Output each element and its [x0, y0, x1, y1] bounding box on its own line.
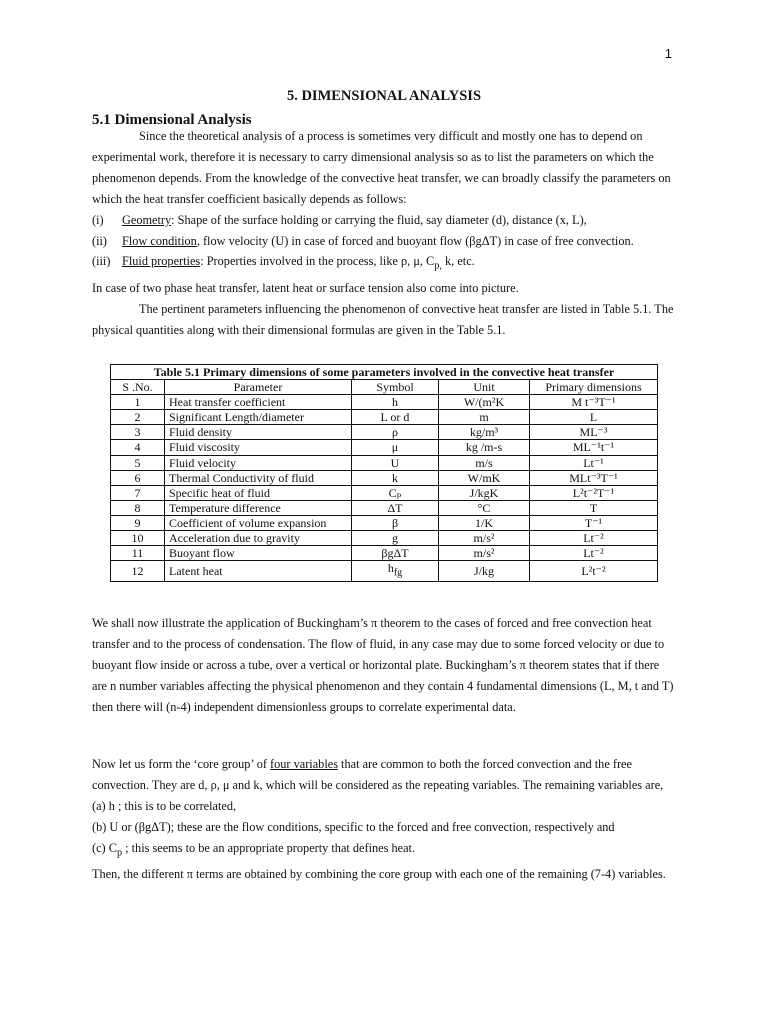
table-cell-dim: T — [530, 500, 658, 515]
list-item-a: (a) h ; this is to be correlated, — [92, 798, 237, 813]
header-cell: Primary dimensions — [530, 380, 658, 395]
table-cell-unit: m/s² — [439, 531, 530, 546]
table-cell-dim: L — [530, 410, 658, 425]
table-row — [111, 455, 658, 470]
table-row — [111, 515, 658, 530]
table-cell-unit: W/mK — [439, 470, 530, 485]
subscript: p — [116, 847, 123, 859]
table-cell-sym: U — [352, 455, 439, 470]
core-rest-text: that are common to both the forced convection and the free convection. They are d, ρ, μ and k, which will be considered as the repeating variables. The remaining variables are, — [92, 757, 664, 792]
parameters-table-wrapper — [110, 364, 658, 582]
table-cell-no: 12 — [111, 561, 165, 581]
table-cell-param: Thermal Conductivity of fluid — [165, 470, 352, 485]
list-text: : Shape of the surface holding or carrying the fluid, say diameter (d), distance (x, L), — [171, 212, 587, 227]
table-cell-sym: μ — [352, 440, 439, 455]
list-text: k, etc. — [441, 254, 475, 269]
list-number: (ii) — [92, 233, 108, 248]
table-cell-dim: MLt⁻³T⁻¹ — [530, 470, 658, 485]
intro-section — [92, 126, 677, 341]
table-cell-param: Fluid viscosity — [165, 440, 352, 455]
table-cell-dim: Lt⁻¹ — [530, 455, 658, 470]
table-cell-param: Coefficient of volume expansion — [165, 515, 352, 530]
table-cell-sym: $h_{fg}$ — [352, 561, 439, 581]
list-item-b: (b) U or (βgΔT); these are the flow conditions, specific to the forced and free convection, respectively and — [92, 819, 615, 834]
table-cell-param: Fluid velocity — [165, 455, 352, 470]
table-cell-sym: L or d — [352, 410, 439, 425]
list-item-c — [92, 838, 677, 864]
list-item-fluid-properties — [92, 251, 677, 277]
table-cell-sym: g — [352, 531, 439, 546]
table-cell-no: 8 — [111, 500, 165, 515]
table-cell-dim: L²t⁻² — [530, 561, 658, 581]
buckingham-section — [92, 613, 677, 718]
table-cell-unit: 1/K — [439, 515, 530, 530]
table-caption: Table 5.1 Primary dimensions of some parameters involved in the convective heat transfer — [111, 365, 658, 380]
list-number: (iii) — [92, 254, 111, 269]
table-cell-sym: β — [352, 515, 439, 530]
table-cell-unit: J/kgK — [439, 485, 530, 500]
two-phase-paragraph: In case of two phase heat transfer, latent heat or surface tension also come into picture. — [92, 280, 519, 295]
table-cell-no: 5 — [111, 455, 165, 470]
list-label: Flow condition — [122, 233, 197, 248]
table-cell-no: 9 — [111, 515, 165, 530]
table-cell-unit: °C — [439, 500, 530, 515]
table-cell-sym: βgΔT — [352, 546, 439, 561]
table-cell-unit: kg/m³ — [439, 425, 530, 440]
table-cell-sym: k — [352, 470, 439, 485]
list-text: ; this seems to be an appropriate property that defines heat. — [122, 840, 416, 855]
table-row — [111, 546, 658, 561]
table-row — [111, 531, 658, 546]
subscript: p, — [434, 260, 442, 272]
header-cell: Symbol — [352, 380, 439, 395]
table-cell-param: Temperature difference — [165, 500, 352, 515]
table-cell-no: 2 — [111, 410, 165, 425]
section-heading: 5.1 Dimensional Analysis — [92, 112, 252, 128]
table-cell-unit: W/(m²K — [439, 395, 530, 410]
table-cell-no: 1 — [111, 395, 165, 410]
table-cell-dim: M t⁻³T⁻¹ — [530, 395, 658, 410]
header-cell: S .No. — [111, 380, 165, 395]
table-row — [111, 485, 658, 500]
table-cell-dim: L²t⁻²T⁻¹ — [530, 485, 658, 500]
table-cell-no: 7 — [111, 485, 165, 500]
core-group-section — [92, 754, 677, 885]
list-label: Fluid properties — [122, 254, 201, 269]
page-number: 1 — [664, 46, 672, 61]
table-row — [111, 425, 658, 440]
buckingham-paragraph: We shall now illustrate the application of Buckingham’s π theorem to the cases of forced and free convection heat transfer and to the process of condensation. The flow of fluid, in any case may due to some forced velocity or due to buoyant flow inside or across a tube, over a vertical or horizontal plate. Buckingham’s π theorem states that if there are n number variables affecting the physical phenomenon and they contain 4 fundamental dimensions (L, M, t and T) then there will (n-4) independent dimensionless groups to correlate experimental data. — [92, 616, 674, 714]
table-cell-unit: J/kg — [439, 561, 530, 581]
table-cell-no: 10 — [111, 531, 165, 546]
table-row — [111, 395, 658, 410]
table-cell-no: 4 — [111, 440, 165, 455]
table-cell-param: Latent heat — [165, 561, 352, 581]
list-text: : Properties involved in the process, like ρ, μ, C — [200, 254, 435, 269]
table-cell-no: 11 — [111, 546, 165, 561]
table-cell-dim: T⁻¹ — [530, 515, 658, 530]
table-cell-param: Buoyant flow — [165, 546, 352, 561]
table-cell-param: Acceleration due to gravity — [165, 531, 352, 546]
table-cell-dim: Lt⁻² — [530, 531, 658, 546]
table-row — [111, 561, 658, 581]
table-cell-sym: ΔT — [352, 500, 439, 515]
table-cell-dim: ML⁻¹t⁻¹ — [530, 440, 658, 455]
intro-paragraph: Since the theoretical analysis of a process is sometimes very difficult and mostly one has to depend on experimental work, therefore it is necessary to carry dimensional analysis so as to list the parameters on which the phenomenon depends. From the knowledge of the convective heat transfer, we can broadly classify the parameters on which the heat transfer coefficient basically depends as follows: — [92, 129, 671, 206]
table-cell-param: Significant Length/diameter — [165, 410, 352, 425]
table-cell-no: 6 — [111, 470, 165, 485]
core-group-paragraph — [92, 754, 677, 796]
table-cell-unit: kg /m-s — [439, 440, 530, 455]
table-cell-no: 3 — [111, 425, 165, 440]
parameters-table — [110, 364, 658, 582]
core-lead-text: Now let us form the ‘core group’ of — [92, 757, 271, 771]
list-text: , flow velocity (U) in case of forced and buoyant flow (βgΔT) in case of free convection. — [196, 233, 634, 248]
table-row — [111, 440, 658, 455]
table-row — [111, 410, 658, 425]
chapter-title: 5. DIMENSIONAL ANALYSIS — [286, 88, 482, 104]
table-caption-row — [111, 365, 658, 380]
table-cell-param: Heat transfer coefficient — [165, 395, 352, 410]
header-cell: Parameter — [165, 380, 352, 395]
list-item-geometry — [92, 210, 677, 231]
table-cell-param: Fluid density — [165, 425, 352, 440]
list-text: (c) C — [92, 840, 117, 855]
table-cell-sym: h — [352, 395, 439, 410]
list-number: (i) — [92, 212, 104, 227]
table-cell-dim: ML⁻³ — [530, 425, 658, 440]
table-cell-sym: ρ — [352, 425, 439, 440]
table-cell-unit: m/s² — [439, 546, 530, 561]
list-label: Geometry — [122, 212, 172, 227]
core-underlined-text: four variables — [270, 757, 338, 771]
pertinent-paragraph: The pertinent parameters influencing the phenomenon of convective heat transfer are listed in Table 5.1. The physical quantities along with their dimensional formulas are given in the Table 5.1. — [92, 301, 674, 337]
final-paragraph: Then, the different π terms are obtained by combining the core group with each one of the remaining (7-4) variables. — [92, 866, 666, 881]
table-cell-param: Specific heat of fluid — [165, 485, 352, 500]
table-cell-sym: Cₚ — [352, 485, 439, 500]
list-item-flow-condition — [92, 231, 677, 252]
table-cell-unit: m/s — [439, 455, 530, 470]
table-header-row — [111, 380, 658, 395]
table-cell-dim: Lt⁻² — [530, 546, 658, 561]
header-cell: Unit — [439, 380, 530, 395]
table-row — [111, 500, 658, 515]
table-row — [111, 470, 658, 485]
table-cell-unit: m — [439, 410, 530, 425]
